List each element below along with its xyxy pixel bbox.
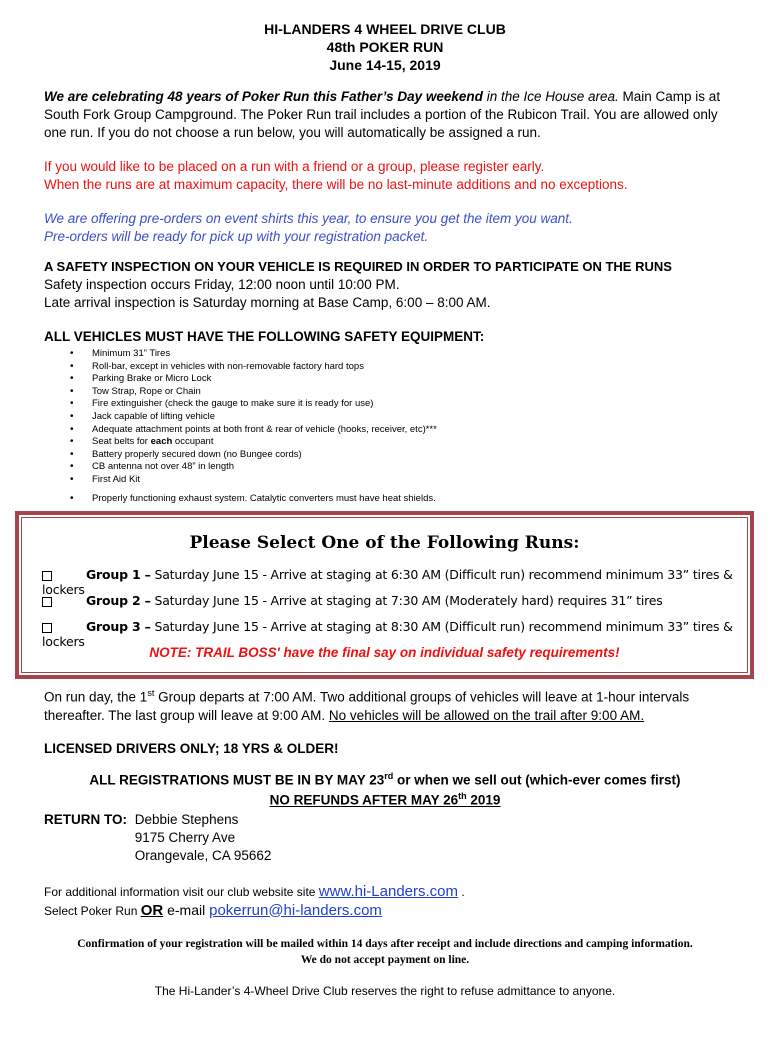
run-day-paragraph bbox=[44, 684, 726, 725]
intro-paragraph bbox=[44, 88, 726, 142]
address-street: 9175 Cherry Ave bbox=[134, 829, 236, 845]
group-2-checkbox[interactable] bbox=[42, 597, 52, 607]
inspection-line2: Late arrival inspection is Saturday morning at Base Camp, 6:00 – 8:00 AM. bbox=[44, 295, 491, 310]
runday-pre: On run day, the 1 bbox=[44, 689, 148, 705]
inspection-line1: Safety inspection occurs Friday, 12:00 noon until 10:00 PM. bbox=[44, 277, 400, 292]
email-link[interactable]: pokerrun@hi-landers.com bbox=[209, 901, 382, 919]
refund-pre: NO REFUNDS AFTER MAY 26 bbox=[269, 792, 459, 808]
run-selection-box bbox=[15, 511, 754, 679]
trail-boss-note: NOTE: TRAIL BOSS' have the final say on individual safety requirements! bbox=[149, 645, 620, 660]
group-1-desc: Saturday June 15 - Arrive at staging at 6:30 AM (Difficult run) recommend minimum 33” tires & lockers bbox=[42, 567, 733, 597]
licensed-drivers: LICENSED DRIVERS ONLY; 18 YRS & OLDER! bbox=[44, 740, 339, 756]
website-line bbox=[44, 883, 726, 901]
intro-italic: in the Ice House area. bbox=[482, 89, 619, 104]
inspection-heading: A SAFETY INSPECTION ON YOUR VEHICLE IS REQUIRED IN ORDER TO PARTICIPATE ON THE RUNS bbox=[44, 259, 672, 274]
contact-info bbox=[44, 883, 726, 920]
group-3-checkbox[interactable] bbox=[42, 623, 52, 633]
list-item: • Tow Strap, Rope or Chain bbox=[92, 386, 726, 399]
list-item: • Properly functioning exhaust system. Catalytic converters must have heat shields. bbox=[92, 493, 726, 506]
confirmation-note bbox=[4, 936, 766, 968]
group-2-desc: Saturday June 15 - Arrive at staging at 7:30 AM (Moderately hard) requires 31” tires bbox=[150, 593, 663, 608]
deadline-post: or when we sell out (which-ever comes first) bbox=[393, 772, 681, 787]
preorder-notice bbox=[44, 210, 726, 246]
refund-post: 2019 bbox=[466, 792, 501, 808]
event-name: 48th POKER RUN bbox=[326, 39, 444, 55]
intro-bold: We are celebrating 48 years of Poker Run this Father’s Day weekend bbox=[44, 89, 483, 104]
list-item: • Jack capable of lifting vehicle bbox=[92, 411, 726, 424]
group-2-name: Group 2 – bbox=[86, 593, 151, 608]
seatbelt-bold: each bbox=[150, 436, 173, 448]
website-post: . bbox=[458, 884, 465, 899]
runday-post: Group departs at 7:00 AM. Two additional groups of vehicles will leave at 1-hour intervals thereafter. The last group will leave at 9:00 AM. bbox=[44, 689, 690, 723]
list-item: • Adequate attachment points at both front & rear of vehicle (hooks, receiver, etc)*** bbox=[92, 424, 726, 437]
address-city: Orangevale, CA 95662 bbox=[134, 847, 272, 863]
red-notice bbox=[44, 158, 726, 194]
group-2-option[interactable] bbox=[42, 593, 663, 608]
equipment-section bbox=[44, 328, 726, 505]
list-item: • Battery properly secured down (no Bungee cords) bbox=[92, 449, 726, 462]
list-item: • Fire extinguisher (check the gauge to make sure it is ready for use) bbox=[92, 398, 726, 411]
footer-disclaimer: The Hi-Lander’s 4-Wheel Drive Club reserves the right to refuse admittance to anyone. bbox=[154, 983, 616, 998]
run-selection-inner-border bbox=[21, 517, 748, 673]
list-item bbox=[92, 436, 726, 449]
inspection-section bbox=[44, 258, 726, 312]
red-notice-line2: When the runs are at maximum capacity, there will be no last-minute additions and no exceptions. bbox=[44, 177, 628, 192]
equipment-list bbox=[44, 348, 726, 505]
preorder-line1: We are offering pre-orders on event shirts this year, to ensure you get the item you want. bbox=[44, 211, 573, 226]
deadline-pre: ALL REGISTRATIONS MUST BE IN BY MAY 23 bbox=[89, 772, 385, 787]
intro-rest: Main Camp is at South Fork Group Campground. The Poker Run trail includes a portion of the Rubicon Trail. You are allowed only one run. If you do not choose a run below, you will automatically be assigned a run. bbox=[44, 89, 721, 140]
lower-section bbox=[44, 684, 726, 998]
seatbelt-text: Seat belts for bbox=[92, 436, 151, 448]
deadline-line bbox=[44, 768, 726, 789]
select-pre: Select Poker Run bbox=[44, 903, 141, 918]
group-3-desc: Saturday June 15 - Arrive at staging at 8:30 AM (Difficult run) recommend minimum 33” tires & lockers bbox=[42, 619, 733, 649]
runday-underlined: No vehicles will be allowed on the trail after 9:00 AM. bbox=[328, 707, 645, 723]
preorder-line2: Pre-orders will be ready for pick up with your registration packet. bbox=[44, 229, 429, 244]
website-link[interactable]: www.hi-Landers.com bbox=[318, 882, 459, 900]
list-item: • CB antenna not over 48” in length bbox=[92, 461, 726, 474]
or-text: OR bbox=[140, 901, 164, 919]
document-title bbox=[44, 20, 726, 74]
address-name: Debbie Stephens bbox=[134, 811, 239, 827]
red-notice-line1: If you would like to be placed on a run with a friend or a group, please register early. bbox=[44, 159, 545, 174]
list-item: • Parking Brake or Micro Lock bbox=[92, 373, 726, 386]
list-item: • First Aid Kit bbox=[92, 474, 726, 487]
return-address bbox=[44, 811, 726, 865]
runday-sup: st bbox=[147, 688, 155, 698]
confirmation-line2: We do not accept payment on line. bbox=[300, 953, 470, 966]
website-pre: For additional information visit our club website site bbox=[44, 884, 319, 899]
seatbelt-tail: occupant bbox=[172, 436, 214, 448]
email-line bbox=[44, 901, 726, 920]
event-date: June 14-15, 2019 bbox=[329, 57, 441, 73]
refund-line bbox=[44, 788, 726, 809]
list-item: • Minimum 31” Tires bbox=[92, 348, 726, 361]
confirmation-line1: Confirmation of your registration will be mailed within 14 days after receipt and include directions and camping information. bbox=[77, 937, 693, 950]
address-block bbox=[135, 811, 272, 865]
group-1-name: Group 1 – bbox=[86, 567, 151, 582]
run-selection-title: Please Select One of the Following Runs: bbox=[189, 533, 580, 553]
registration-deadline bbox=[44, 768, 726, 809]
equipment-heading: ALL VEHICLES MUST HAVE THE FOLLOWING SAFETY EQUIPMENT: bbox=[44, 329, 485, 344]
refund-sup: th bbox=[458, 791, 467, 801]
deadline-sup: rd bbox=[384, 770, 394, 781]
club-name: HI-LANDERS 4 WHEEL DRIVE CLUB bbox=[264, 21, 506, 37]
group-3-name: Group 3 – bbox=[86, 619, 151, 634]
return-label: RETURN TO: bbox=[44, 811, 127, 827]
email-pre: e-mail bbox=[163, 901, 210, 918]
group-1-checkbox[interactable] bbox=[42, 571, 52, 581]
list-item: • Roll-bar, except in vehicles with non-removable factory hard tops bbox=[92, 361, 726, 374]
